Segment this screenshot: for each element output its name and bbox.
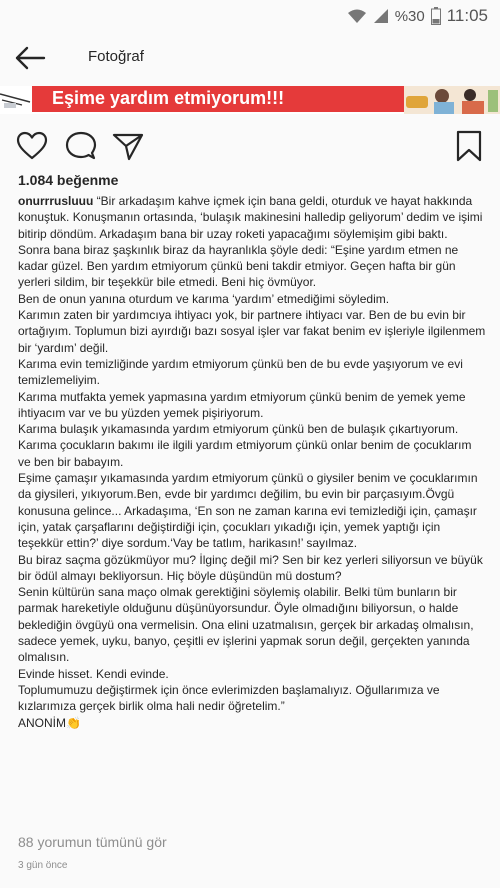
glasses-illustration-icon	[0, 88, 32, 112]
caption-paragraph: Sonra bana biraz şaşkınlık biraz da hayranlıkla şöyle dedi: “Eşine yardım etmen ne kadar güzel. Ben yardım etmiyorum çünkü beni takdir etmiyor. Geçen hafta bir gün yerleri sildim, bir teşekkür bile etmedi. Beni hiç övmüyor.	[18, 242, 459, 290]
status-time: 11:05	[446, 6, 488, 25]
image-banner	[32, 86, 404, 112]
post-caption	[18, 193, 486, 731]
caption-paragraph: Karıma çocukların bakımı ile ilgili yardım etmiyorum çünkü onlar benim de çocuklarım ve ben bir babayım.	[18, 438, 472, 469]
caption-paragraph: Bu biraz saçma gözükmüyor mu? İlginç değil mi? Sen bir kez yerleri siliyorsun ve büyük bir ödül almayı bekliyorsun. Hiç böyle düşündün mü dostum?	[18, 552, 483, 583]
caption-paragraph: Karıma bulaşık yıkamasında yardım etmiyorum çünkü ben de bulaşık çıkartıyorum.	[18, 422, 459, 437]
heart-icon[interactable]	[16, 130, 48, 162]
likes-count[interactable]: 1.084 beğenme	[18, 172, 119, 188]
people-illustration-icon	[404, 86, 500, 114]
back-arrow-icon	[12, 42, 48, 74]
signal-icon	[373, 8, 389, 24]
wifi-icon	[347, 8, 367, 24]
comment-icon[interactable]	[65, 130, 97, 162]
username[interactable]: onurrrusluuu	[18, 194, 94, 208]
banner-text: Eşime yardım etmiyorum!!!	[52, 88, 285, 108]
caption-paragraph: Karıma mutfakta yemek yapmasına yardım etmiyorum çünkü benim de yemek yeme ihtiyacım var ve bu yüzden yemek pişiriyorum.	[18, 389, 466, 420]
share-icon[interactable]	[112, 130, 144, 162]
status-indicators	[347, 6, 488, 26]
post-action-bar	[0, 124, 500, 168]
view-all-comments-link[interactable]: 88 yorumun tümünü gör	[18, 834, 167, 850]
caption-signature: ANONİM👏	[18, 715, 81, 730]
post-timestamp: 3 gün önce	[18, 860, 68, 871]
caption-paragraph: Karımın zaten bir yardımcıya ihtiyacı yok, bir partnere ihtiyacı var. Ben de bu evin bir ortağıyım. Toplumun bizi ayırdığı bazı sosyal işler var fakat benim ev işleriyle ilgilenmem bir ‘yardım’ değil.	[18, 308, 486, 355]
caption-paragraph: Ben de onun yanına oturdum ve karıma ‘yardım’ etmediğimi söyledim.	[18, 291, 390, 306]
battery-icon	[431, 7, 441, 25]
caption-paragraph	[18, 193, 486, 242]
caption-paragraph: Karıma evin temizliğinde yardım etmiyorum çünkü ben de bu evde yaşıyorum ve evi temizlemeliyim.	[18, 356, 463, 388]
back-button[interactable]	[12, 42, 48, 74]
page-title: Fotoğraf	[88, 48, 144, 65]
battery-percent: %30	[394, 7, 425, 25]
status-bar	[0, 0, 500, 30]
bookmark-icon[interactable]	[453, 130, 485, 162]
caption-paragraph: Senin kültürün sana maço olmak gerektiğini söylemiş olabilir. Belki tüm bunların bir parmak hareketiyle olduğunu düşünüyorsundur. Öyle olmadığını biliyorsun, o halde beklediğin övgüyü ona vermelisin. Ona elini uzatmalısın, gerçek bir arkadaş olmalısın, sadece yemek, uyku, banyo, çeşitli ev işlerini yapmak sorun değil, gerçekten yanında olmalısın.	[18, 585, 474, 665]
post-image[interactable]	[0, 86, 500, 114]
couple-illustration	[404, 86, 500, 114]
caption-paragraph: Toplumumuzu değiştirmek için önce evlerimizden başlamalıyız. Oğullarımıza ve kızlarımıza gerçek birlik olma hali nedir öğretelim.”	[18, 682, 440, 714]
app-bar	[0, 30, 500, 86]
caption-text: “Bir arkadaşım kahve içmek için bana geldi, oturduk ve hayat hakkında konuştuk. Konuşmanın ortasında, ‘bulaşık makinesini halledip geliyorum’ dedim ve işimi bitirip döndüm. Arkadaşım bana bir uzay roketi yapacağımı söylemişim gibi baktı.	[18, 194, 483, 241]
caption-paragraph: Evinde hisset. Kendi evinde.	[18, 666, 169, 681]
caption-paragraph: Eşime çamaşır yıkamasında yardım etmiyorum çünkü o giysiler benim ve çocuklarımın da giysileri, yıkıyorum.Ben, evde bir yardımcı değilim, bu evin bir parçasıyım.Övgü konusuna gelince... Arkadaşıma, ‘En son ne zaman karına evi temizlediği için, çamaşır için, yatak çarşaflarını değiştirdiği için, çocukları yıkadığı için, yemek yaptığı için teşekkür ettin?’ diye sordum.‘Vay be tatlım, harikasın!’ sayılmaz.	[18, 471, 478, 551]
